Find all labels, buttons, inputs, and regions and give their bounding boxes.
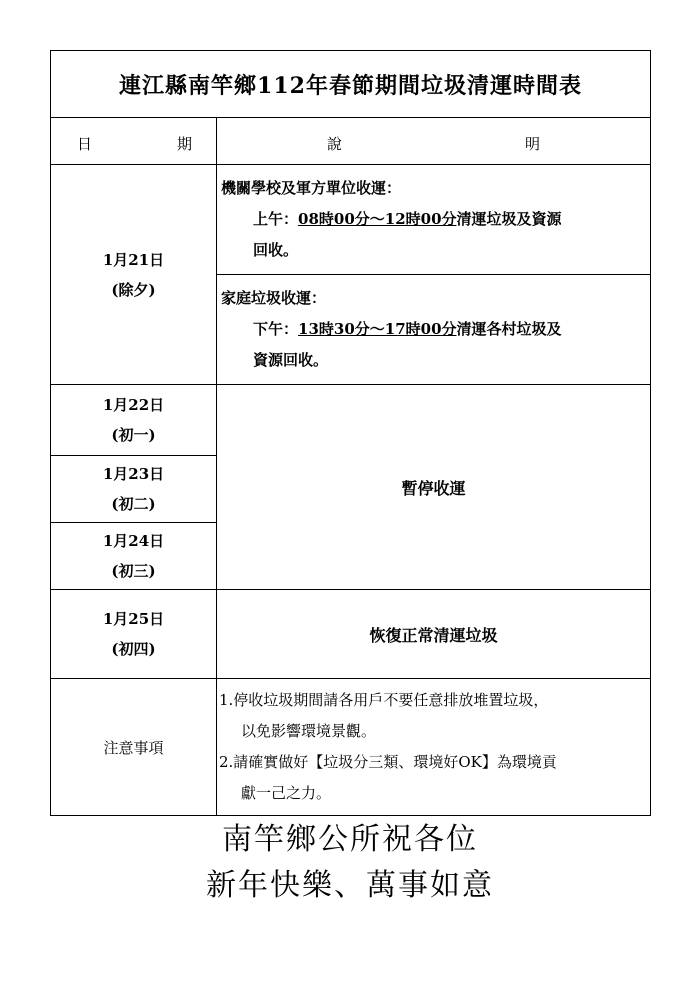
title-row	[51, 51, 651, 118]
greeting-line-2: 新年快樂、萬事如意	[206, 868, 494, 903]
time-prefix: 上午：	[253, 210, 299, 228]
date-label: 1月22日	[102, 396, 165, 414]
date-note: (初三)	[111, 562, 156, 580]
date-cell-jan24	[51, 523, 217, 590]
notes-row	[51, 679, 651, 816]
greeting-line-1: 南竿鄉公所祝各位	[222, 822, 478, 857]
date-note: (初二)	[111, 495, 156, 513]
table-row	[51, 385, 651, 456]
header-desc-char-2: 明	[525, 135, 541, 153]
date-cell-jan22	[51, 385, 217, 456]
time-rest: 清運垃圾及資源	[456, 210, 562, 228]
header-desc-char-1: 說	[327, 135, 343, 153]
desc-time-line	[221, 204, 644, 235]
header-row	[51, 118, 651, 165]
date-note: (除夕)	[111, 280, 156, 299]
time-rest: 清運各村垃圾及	[456, 320, 562, 338]
date-note: (初一)	[111, 426, 156, 444]
table-row	[51, 590, 651, 679]
date-cell-jan25	[51, 590, 217, 679]
note-item-1-cont: 以免影響環境景觀。	[241, 722, 377, 740]
time-range: 13時30分～17時00分	[298, 320, 457, 338]
date-label: 1月24日	[102, 532, 165, 550]
desc-cont: 資源回收。	[253, 351, 329, 369]
note-item-2-cont: 獻一己之力。	[241, 784, 332, 802]
schedule-sheet	[50, 50, 650, 816]
desc-heading: 家庭垃圾收運：	[221, 289, 327, 307]
date-note: (初四)	[111, 640, 156, 658]
suspend-cell: 暫停收運	[217, 385, 651, 590]
date-label: 1月23日	[102, 465, 165, 483]
date-cell-jan21	[51, 165, 217, 385]
note-item-1: 1.停收垃圾期間請各用戶不要任意排放堆置垃圾，	[219, 691, 549, 709]
header-date-char-1: 日	[77, 135, 93, 153]
desc-agencies	[217, 165, 651, 275]
table-row	[51, 165, 651, 275]
time-prefix: 下午：	[253, 320, 299, 338]
notes-label: 注意事項	[51, 679, 217, 816]
desc-heading: 機關學校及軍方單位收運：	[221, 179, 402, 197]
page-title: 連江縣南竿鄉112年春節期間垃圾清運時間表	[51, 51, 651, 118]
resume-cell: 恢復正常清運垃圾	[217, 590, 651, 679]
note-item-2: 2.請確實做好【垃圾分三類、環境好OK】為環境貢	[219, 753, 557, 771]
header-date-char-2: 期	[177, 135, 193, 153]
notes-content	[217, 679, 651, 816]
schedule-table	[50, 50, 651, 816]
date-label: 1月25日	[102, 610, 165, 628]
date-label: 1月21日	[102, 250, 165, 269]
header-date	[51, 118, 217, 165]
desc-cont: 回收。	[253, 241, 299, 259]
header-description	[217, 118, 651, 165]
time-range: 08時00分～12時00分	[298, 210, 457, 228]
date-cell-jan23	[51, 456, 217, 523]
desc-time-line	[221, 314, 644, 345]
desc-household	[217, 275, 651, 385]
